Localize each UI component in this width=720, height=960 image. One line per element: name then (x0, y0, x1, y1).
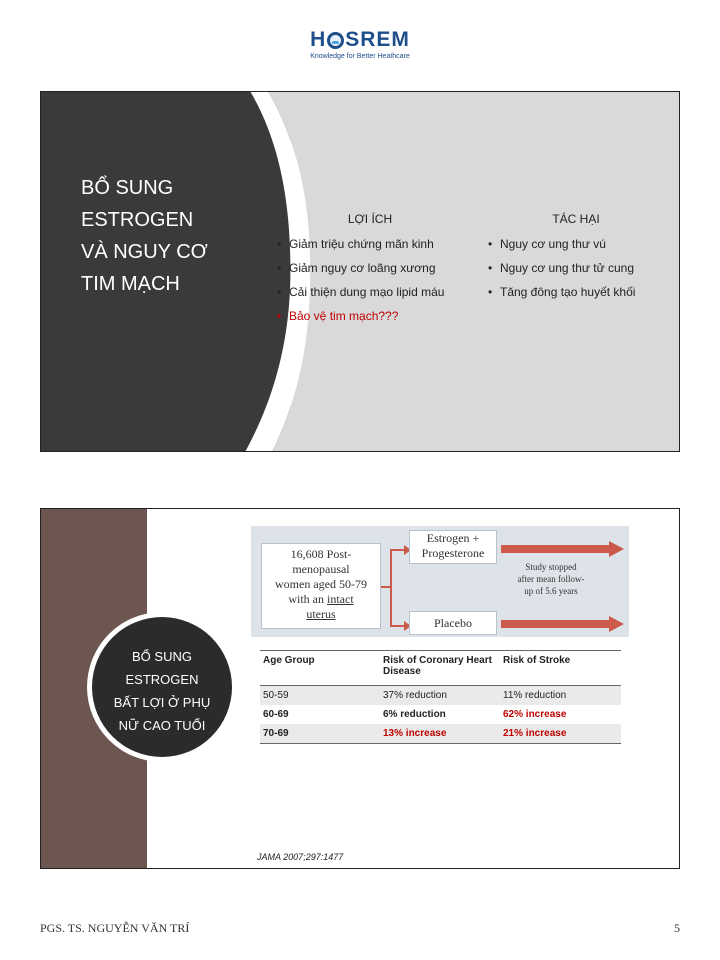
slide2-title-circle (92, 617, 232, 757)
table-cell: 50-59 (260, 686, 380, 706)
population-box (261, 543, 381, 629)
arm1-line: Progesterone (421, 546, 485, 560)
table-cell-highlight: 21% increase (500, 724, 621, 744)
arm1-line: Estrogen + (426, 531, 480, 545)
slide2-title-line: BẤT LỢI Ở PHỤ (113, 695, 211, 710)
note-line: after mean follow- (517, 574, 585, 584)
slide1-title-line: ESTROGEN (81, 209, 194, 231)
table-row (260, 705, 621, 724)
table-cell: 60-69 (263, 709, 289, 720)
connector-line (390, 550, 392, 626)
logo-letters-srem: SREM (345, 28, 410, 51)
hosrem-logo (280, 28, 440, 72)
population-line-text: with an (288, 592, 324, 606)
table-cell: 6% reduction (383, 709, 446, 720)
note-line: Study stopped (525, 562, 577, 572)
table-row (260, 686, 621, 706)
list-item: • Cải thiện dung mạo lipid máu (277, 280, 444, 304)
table-cell-highlight: 13% increase (380, 724, 500, 744)
population-line: 16,608 Post- (290, 547, 352, 561)
note-line: up of 5.6 years (524, 586, 578, 596)
list-item: • Tăng đông tạo huyết khối (488, 280, 635, 304)
study-stopped-note (501, 561, 601, 597)
benefits-heading: LỢI ÍCH (347, 212, 393, 226)
harms-list (488, 232, 635, 304)
arm1-progress-arrow-icon (501, 540, 625, 558)
table-cell-highlight: 62% increase (503, 709, 567, 720)
logo-tagline: Knowledge for Better Heathcare (310, 53, 410, 60)
logo-wordmark (310, 28, 410, 52)
study-design-diagram (251, 526, 629, 637)
slide1-title (81, 172, 261, 300)
arm-estrogen-progesterone-box (409, 530, 497, 564)
table-header-row (260, 651, 621, 686)
slide2-title-line: BỔ SUNG (132, 649, 192, 664)
arm-placebo-box: Placebo (409, 611, 497, 635)
list-item-highlight: • Bảo vệ tim mạch??? (277, 304, 444, 328)
population-underlined: intact (327, 592, 354, 606)
page-number: 5 (674, 921, 680, 935)
table-row (260, 724, 621, 744)
slide1-title-line: BỔ SUNG (81, 177, 174, 199)
footer-author: PGS. TS. NGUYỄN VĂN TRÍ (40, 921, 190, 935)
globe-icon (327, 32, 344, 49)
list-item: • Giảm triệu chứng mãn kinh (277, 232, 444, 256)
list-item: • Nguy cơ ung thư vú (488, 232, 635, 256)
logo-letter-h: H (310, 28, 327, 51)
slide1-title-line: VÀ NGUY CƠ (81, 241, 208, 263)
benefits-list (277, 232, 444, 328)
population-underlined: uterus (306, 607, 336, 621)
slide2-title (92, 645, 232, 737)
harms-heading: TÁC HẠI (552, 212, 600, 226)
column-header: Age Group (260, 651, 380, 686)
arm2-progress-arrow-icon (501, 615, 625, 633)
risk-table (260, 650, 621, 744)
population-line: women aged 50-79 (275, 577, 367, 591)
slide-estrogen-cardiovascular (40, 91, 680, 452)
list-item: • Giảm nguy cơ loãng xương (277, 256, 444, 280)
list-item: • Nguy cơ ung thư tử cung (488, 256, 635, 280)
column-header: Risk of Coronary Heart Disease (380, 651, 500, 686)
population-line (262, 592, 380, 607)
slide1-title-line: TIM MẠCH (81, 273, 180, 295)
table-cell: 70-69 (260, 724, 380, 744)
column-header: Risk of Stroke (500, 651, 621, 686)
slide-estrogen-older-women (40, 508, 680, 869)
slide2-title-line: ESTROGEN (125, 672, 199, 687)
citation-source: JAMA 2007;297:1477 (257, 852, 344, 862)
slide2-title-line: NỮ CAO TUỔI (118, 718, 206, 733)
table-cell: 11% reduction (500, 686, 621, 706)
population-line: menopausal (292, 562, 350, 576)
table-cell: 37% reduction (380, 686, 500, 706)
